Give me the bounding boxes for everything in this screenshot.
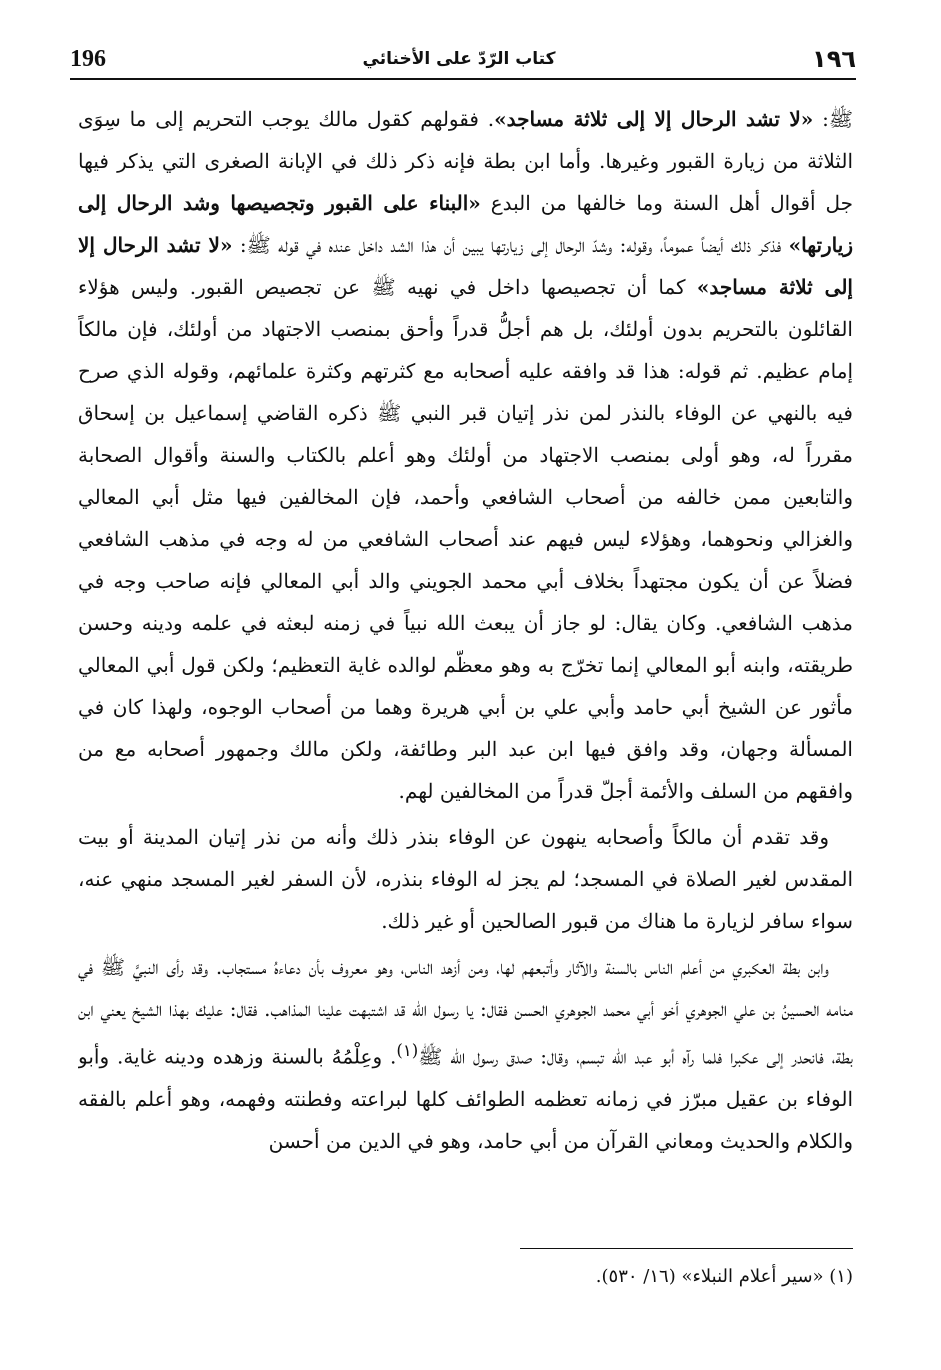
book-title: كتاب الرّدّ على الأخنائي <box>362 49 556 69</box>
text-run: ﷺ: <box>813 107 853 131</box>
text-run: . وعِلْمُهُ بالسنة وزهده ودينه غاية. وأبو الوفاء بن عقيل مبرّز في زمانه تعظمه الطوائف كلها لبراعته وفطنته وفهمه، وهو أعلم بالفقه والكلام والحديث ومعاني القرآن من أبي حامد، وهو في الدين من أحسن <box>78 1044 853 1153</box>
text-run: وابن بطة العكبري من أعلم الناس بالسنة والآثار وأتبعهم لها، ومن أزهد الناس، وهو معروف بأن دعاءهُ مستجاب. وقد رأى النبيَّ ﷺ في منامه الحسينُ بن علي الجوهري أخو أبي محمد الجوهري الحسن فقال: يا رسول الله قد اشتبهت علينا المذاهب. فقال: عليك بهذا الشيخ يعني ابن بطة، فانحدر إلى عكبرا فلما رآه أبو عبد الله تبسم، وقال: صدق رسول الله ﷺ <box>78 955 853 1069</box>
hadith-quote: «لا تشد الرحال إلا إلى ثلاثة مساجد» <box>494 107 814 131</box>
quoted-title: «البناء على القبور وتجصيصها وشد الرحال إلى زيارتها» <box>78 191 853 257</box>
footnote: (١) «سير أعلام النبلاء» (١٦/ ٥٣٠). <box>595 1266 853 1287</box>
page-header <box>70 40 856 80</box>
page-number-latin: 196 <box>70 45 106 72</box>
footnote-reference[interactable]: (١) <box>396 1041 419 1060</box>
page-number-arabic: ١٩٦ <box>812 45 856 73</box>
paragraph-2: وقد تقدم أن مالكاً وأصحابه ينهون عن الوفاء بنذر ذلك وأنه من نذر إتيان المدينة أو بيت المقدس لغير الصلاة في المسجد؛ لم يجز له الوفاء بنذره، لأن السفر لغير المسجد منهي عنه، سواء سافر لزيارة ما هناك من قبور الصالحين أو غير ذلك. <box>78 825 853 933</box>
text-run: كما أن تجصيصها داخل في نهيه ﷺ عن تجصيص القبور. وليس هؤلاء القائلون بالتحريم بدون أولئك، بل هم أجلُّ قدراً وأحق بمنصب الاجتهاد من أولئك، فإن مالكاً إمام عظيم. ثم قوله: هذا قد وافقه عليه أصحابه مع كثرتهم وكثرة علمائهم، وقوله الذي صرح فيه بالنهي عن الوفاء بالنذر لمن نذر إتيان قبر النبي ﷺ ذكره القاضي إسماعيل بن إسحاق مقرراً له، وهو أولى بمنصب الاجتهاد من أولئك وهو أعلم بالكتاب والسنة وأقوال الصحابة والتابعين ممن خالفه من أصحاب الشافعي وأحمد، فإن المخالفين فيها مثل أبي المعالي والغزالي ونحوهما، وهؤلاء ليس فيهم عند أصحاب الشافعي من له وجه في مذهب الشافعي فضلاً عن أن يكون مجتهداً بخلاف أبي محمد الجويني والد أبي المعالي فإنه صاحب وجه في مذهب الشافعي. وكان يقال: لو جاز أن يبعث الله نبياً في زمنه لبعثه في علمه ودينه وحسن طريقته، وابنه أبو المعالي إنما تخرّج به وهو معظّم لوالده غاية التعظيم؛ ولكن قول أبي المعالي مأثور عن الشيخ أبي حامد وأبي علي بن أبي هريرة وهما من أصحاب الوجوه، ولهذا كان في المسألة وجهان، وقد وافق فيها ابن عبد البر وطائفة، ولكن مالك وجمهور أصحابه مع من وافقهم من السلف والأئمة أجلّ قدراً من المخالفين لهم. <box>78 275 853 803</box>
paragraph-3 <box>78 946 853 1162</box>
text-run: فذكر ذلك أيضاً عموماً، وقوله: وشدّ الرحال إلى زيارتها يبين أن هذا الشد داخل عنده في قوله ﷺ: <box>232 233 789 257</box>
hadith-quote: «لا تشد الرحال إلا إلى ثلاثة مساجد» <box>78 233 853 299</box>
paragraph-1 <box>78 98 853 812</box>
footnote-divider <box>520 1248 853 1249</box>
main-text <box>78 98 853 1228</box>
text-run: . فقولهم كقول مالك يوجب التحريم إلى ما سِوَى الثلاثة من زيارة القبور وغيرها. وأما ابن بطة فإنه ذكر ذلك في الإبانة الصغرى التي يذكر فيها جل أقوال أهل السنة وما خالفها من البدع <box>78 107 853 215</box>
